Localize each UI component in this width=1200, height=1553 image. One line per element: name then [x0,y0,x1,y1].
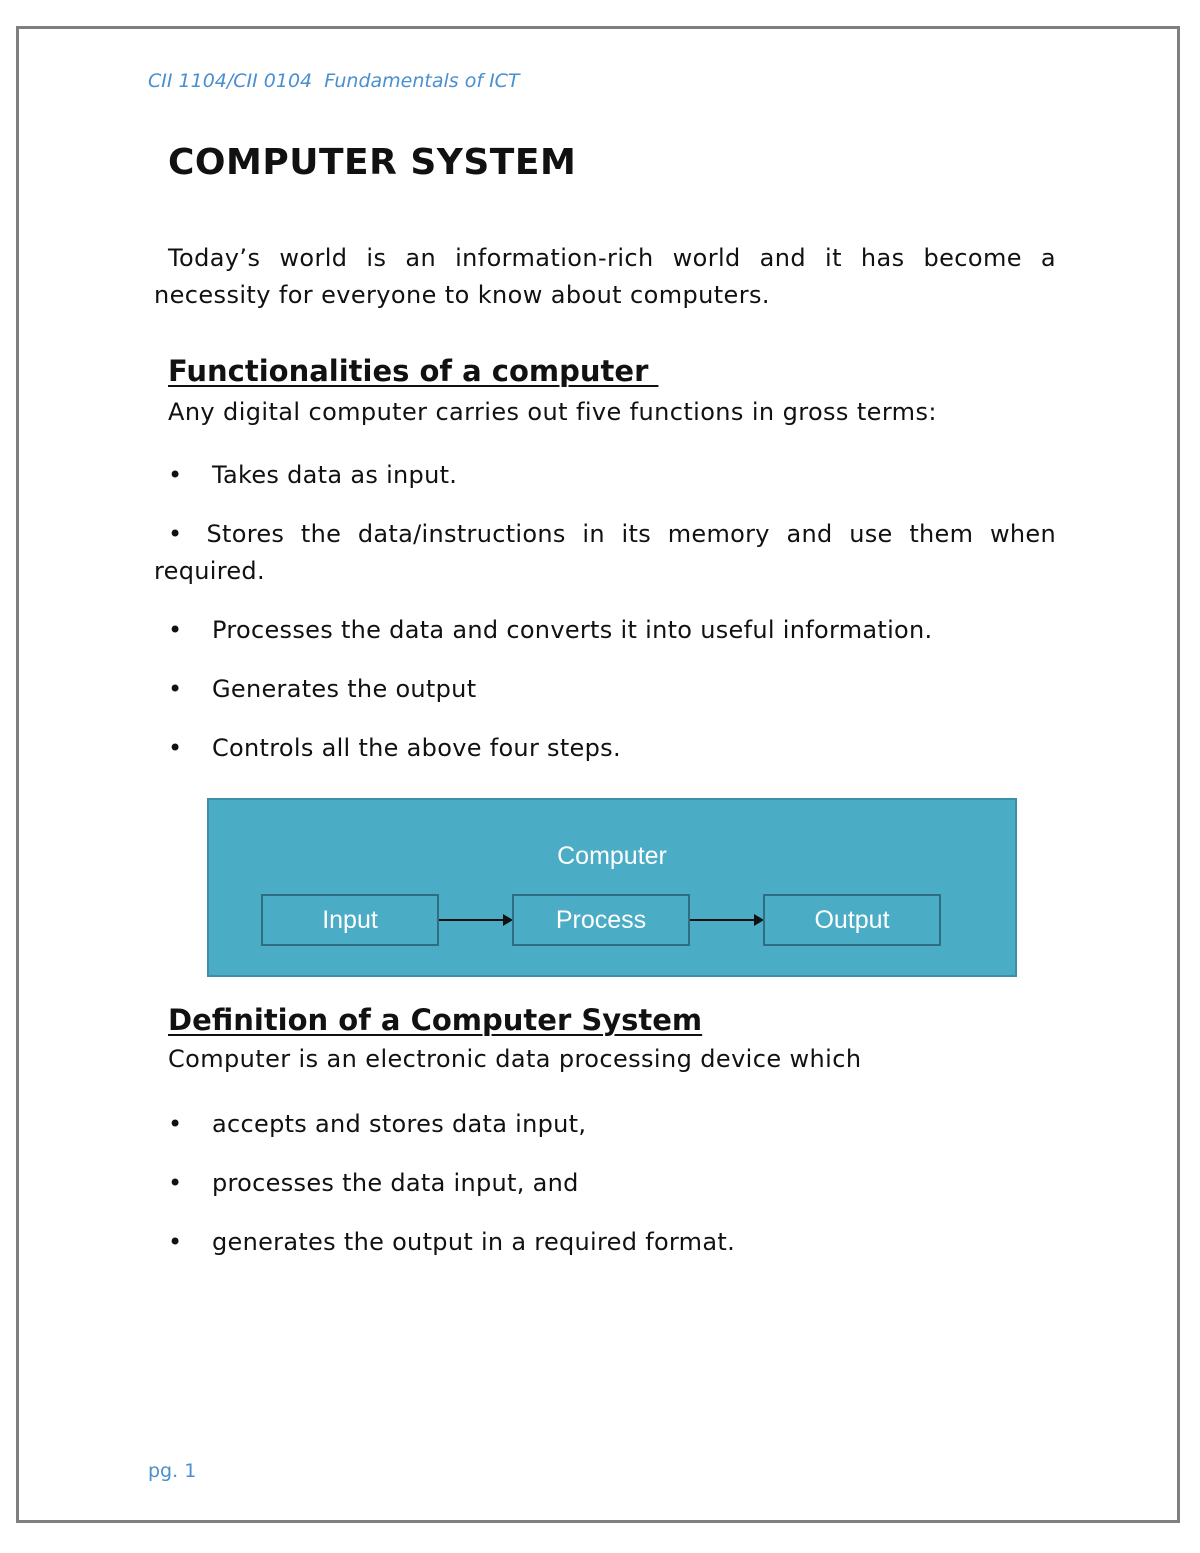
input-box: Input [261,894,439,946]
list-item-text: Controls all the above four steps. [212,734,621,762]
list-item-text: accepts and stores data input, [212,1110,587,1138]
functionalities-lead: Any digital computer carries out five functions in gross terms: [168,398,937,426]
definition-heading: Definition of a Computer System [168,1003,703,1037]
computer-diagram [207,798,1017,977]
definition-lead: Computer is an electronic data processing device which [168,1045,862,1073]
bullet-icon: • [168,675,183,703]
bullet-icon: • [168,1228,183,1256]
list-item-text: Stores the data/instructions in its memory and use them when required. [154,520,1056,585]
bullet-icon: • [168,616,183,644]
bullet-icon: • [168,734,183,762]
bullet-icon: • [168,1169,183,1197]
output-box: Output [763,894,941,946]
arrow-icon [439,910,513,930]
bullet-icon: • [168,520,183,548]
list-item-text: Takes data as input. [212,461,458,489]
process-box: Process [512,894,690,946]
page-header: CII 1104/CII 0104 Fundamentals of ICT [148,70,520,92]
list-item-text: generates the output in a required format. [212,1228,735,1256]
list-item-text: Generates the output [212,675,477,703]
list-item-text: processes the data input, and [212,1169,579,1197]
intro-paragraph: Today’s world is an information-rich world and it has become a necessity for everyone to know about computers. [154,244,1056,309]
list-item [154,516,1056,590]
diagram-title: Computer [557,842,667,870]
page-number: pg. 1 [148,1460,197,1482]
arrow-icon [690,910,764,930]
bullet-icon: • [168,1110,183,1138]
list-item-text: Processes the data and converts it into useful information. [212,616,933,644]
functionalities-heading: Functionalities of a computer [168,354,659,388]
document-title: COMPUTER SYSTEM [168,142,577,183]
bullet-icon: • [168,461,183,489]
